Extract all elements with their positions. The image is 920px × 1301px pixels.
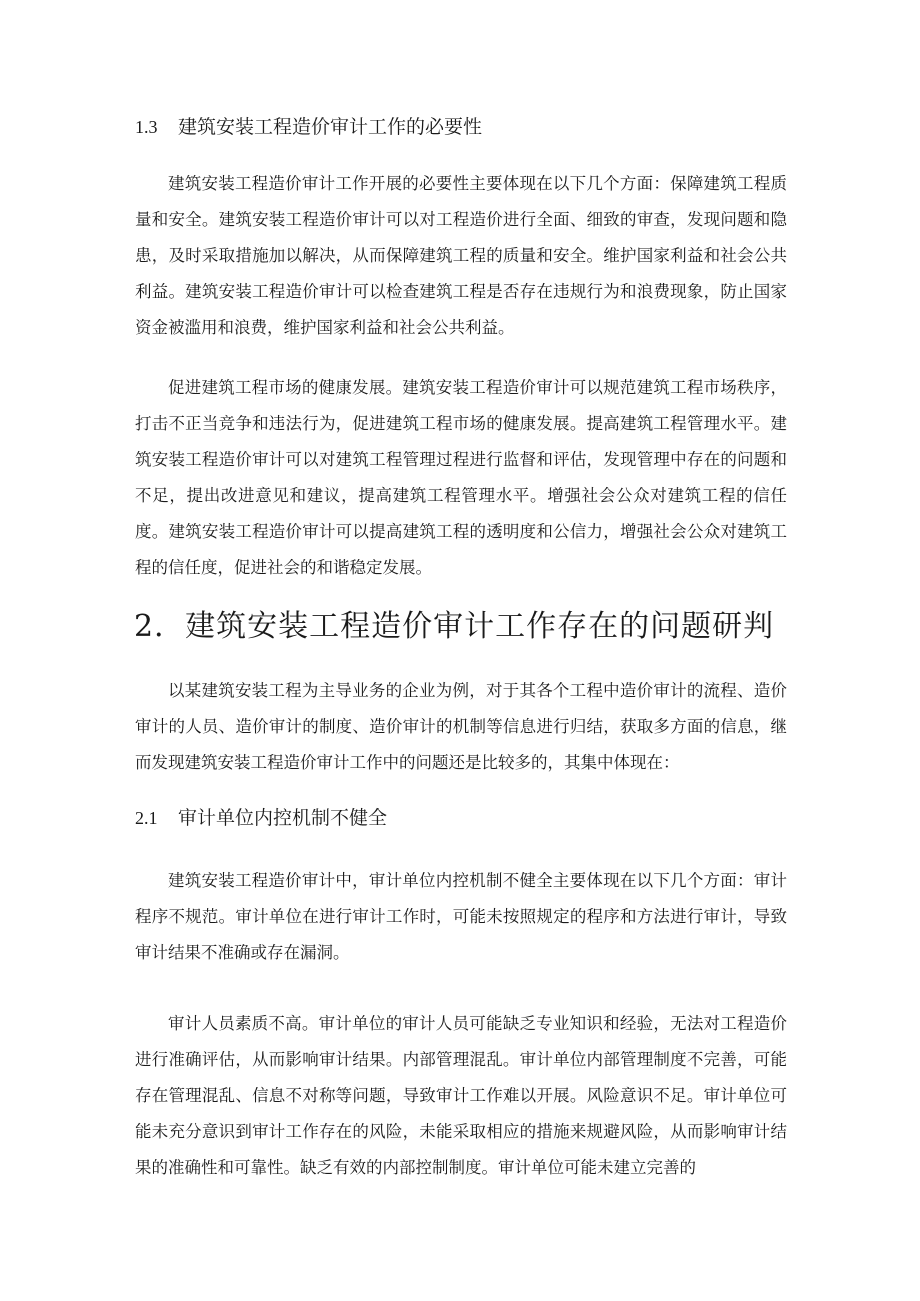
paragraph: 建筑安装工程造价审计中，审计单位内控机制不健全主要体现在以下几个方面：审计程序不规范。审计单位在进行审计工作时，可能未按照规定的程序和方法进行审计，导致审计结果不准确或存在漏洞。 — [135, 871, 787, 962]
section-title: 审计单位内控机制不健全 — [178, 807, 388, 829]
paragraph: 以某建筑安装工程为主导业务的企业为例，对于其各个工程中造价审计的流程、造价审计的人员、造价审计的制度、造价审计的机制等信息进行归结，获取多方面的信息，继而发现建筑安装工程造价审计工作中的问题还是比较多的，其集中体现在： — [135, 681, 787, 772]
section-heading-2-1 — [135, 806, 387, 830]
paragraph: 促进建筑工程市场的健康发展。建筑安装工程造价审计可以规范建筑工程市场秩序，打击不正当竞争和违法行为，促进建筑工程市场的健康发展。提高建筑工程管理水平。建筑安装工程造价审计可以对建筑工程管理过程进行监督和评估，发现管理中存在的问题和不足，提出改进意见和建议，提高建筑工程管理水平。增强社会公众对建筑工程的信任度。建筑安装工程造价审计可以提高建筑工程的透明度和公信力，增强社会公众对建筑工程的信任度，促进社会的和谐稳定发展。 — [135, 378, 787, 577]
paragraph: 审计人员素质不高。审计单位的审计人员可能缺乏专业知识和经验，无法对工程造价进行准确评估，从而影响审计结果。内部管理混乱。审计单位内部管理制度不完善，可能存在管理混乱、信息不对称等问题，导致审计工作难以开展。风险意识不足。审计单位可能未充分意识到审计工作存在的风险，未能采取相应的措施来规避风险，从而影响审计结果的准确性和可靠性。缺乏有效的内部控制制度。审计单位可能未建立完善的 — [135, 1014, 787, 1177]
section-number: 2.1 — [135, 808, 158, 828]
chapter-heading-2: 2．建筑安装工程造价审计工作存在的问题研判 — [134, 609, 775, 644]
section-heading-1-3 — [135, 115, 482, 139]
paragraph: 建筑安装工程造价审计工作开展的必要性主要体现在以下几个方面：保障建筑工程质量和安全。建筑安装工程造价审计可以对工程造价进行全面、细致的审查，发现问题和隐患，及时采取措施加以解决，从而保障建筑工程的质量和安全。维护国家利益和社会公共利益。建筑安装工程造价审计可以检查建筑工程是否存在违规行为和浪费现象，防止国家资金被滥用和浪费，维护国家利益和社会公共利益。 — [135, 174, 787, 337]
section-title: 建筑安装工程造价审计工作的必要性 — [178, 116, 483, 138]
section-number: 1.3 — [135, 117, 158, 137]
